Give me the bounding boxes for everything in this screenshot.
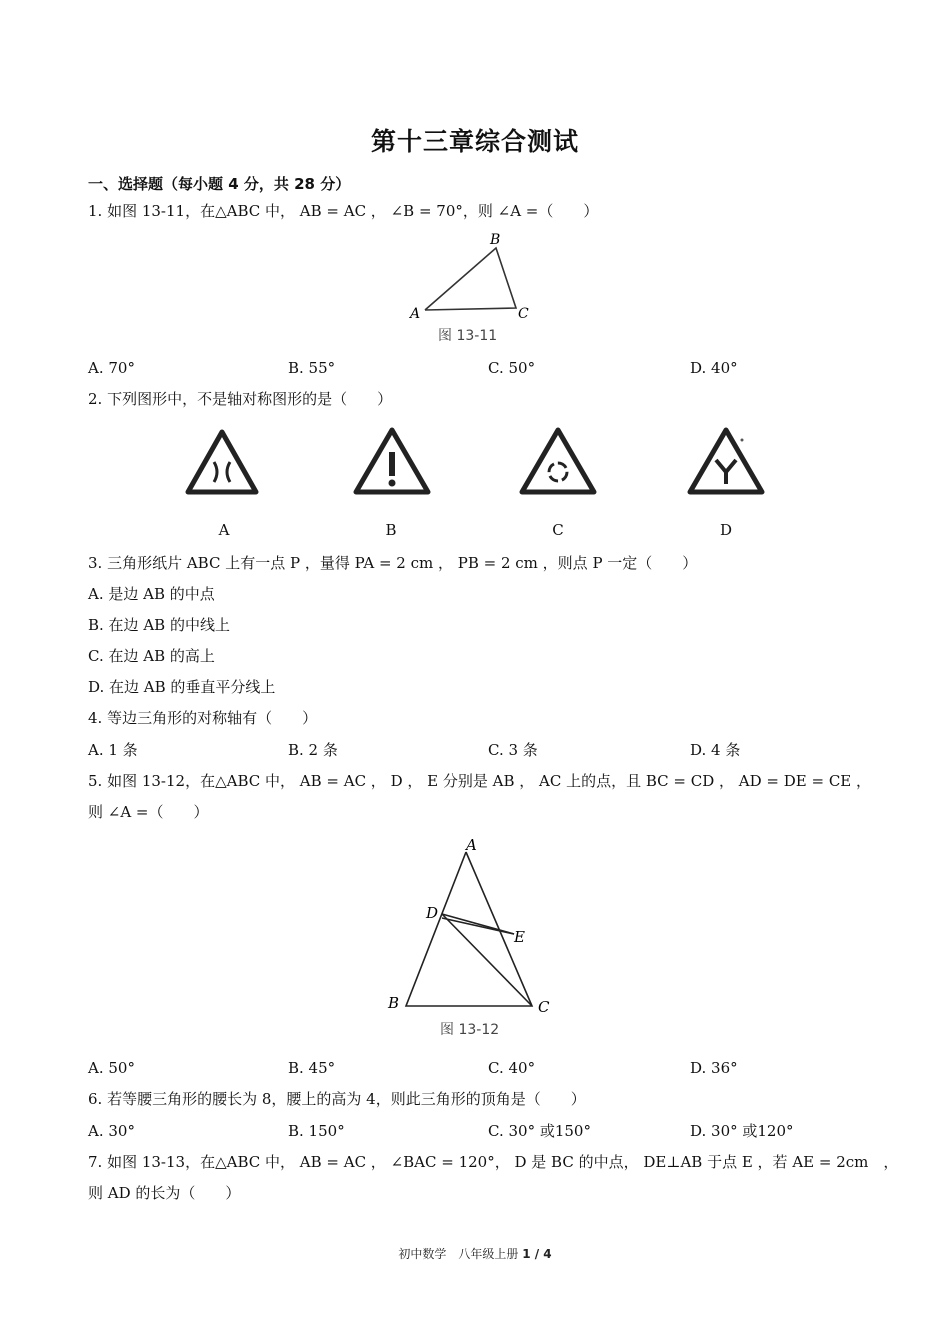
q4-option-c: C. 3 条 [488,741,538,759]
q3-option-d: D. 在边 AB 的垂直平分线上 [88,678,276,696]
sign-d-icon [682,422,770,500]
q6-option-c: C. 30° 或150° [488,1122,591,1140]
question-5-text-line1: 5. 如图 13-12，在△ABC 中， AB = AC ， D ， E 分别是 AB ， AC 上的点，且 BC = CD ， AD = DE = CE ， [88,772,872,790]
q3-option-b: B. 在边 AB 的中线上 [88,616,230,634]
q3-option-c: C. 在边 AB 的高上 [88,647,215,665]
page-number: 1 / 4 [522,1247,552,1261]
q4-option-b: B. 2 条 [288,741,338,759]
q6-option-b: B. 150° [288,1122,345,1140]
vertex-label-c: C [518,306,529,322]
sign-a-icon [180,424,264,500]
figure-caption: 图 13-12 [440,1022,500,1038]
vertex-label-b: B [490,232,501,248]
footer-text: 初中数学 八年级上册 [398,1247,519,1261]
figure-caption: 图 13-11 [438,328,498,344]
q5-option-d: D. 36° [690,1059,738,1077]
q6-option-d: D. 30° 或120° [690,1122,794,1140]
question-1-text: 1. 如图 13-11，在△ABC 中， AB = AC ， ∠B = 70°，则 ∠A =（ ） [88,202,599,220]
figure-13-11 [400,228,550,348]
question-2-text: 2. 下列图形中，不是轴对称图形的是（ ） [88,390,393,408]
question-7-text-line2: 则 AD 的长为（ ） [88,1184,241,1202]
q2-label-c: C [552,521,564,539]
page-title: 第十三章综合测试 [370,127,579,156]
question-3-text: 3. 三角形纸片 ABC 上有一点 P ，量得 PA = 2 cm ， PB = 2 cm ，则点 P 一定（ ） [88,554,698,572]
q3-option-a: A. 是边 AB 的中点 [88,585,215,603]
q5-option-a: A. 50° [88,1059,135,1077]
vertex-label-a: A [410,306,421,322]
q2-label-d: D [719,521,733,539]
sign-b-icon [348,422,436,500]
section-heading: 一、选择题（每小题 4 分，共 28 分） [88,175,351,193]
q6-option-a: A. 30° [88,1122,135,1140]
sign-c-icon [514,422,602,500]
q2-label-a: A [218,521,230,539]
q2-label-b: B [385,521,397,539]
q5-option-b: B. 45° [288,1059,336,1077]
question-6-text: 6. 若等腰三角形的腰长为 8，腰上的高为 4，则此三角形的顶角是（ ） [88,1090,586,1108]
vertex-label-b: B [388,994,400,1012]
question-4-text: 4. 等边三角形的对称轴有（ ） [88,709,318,727]
q1-option-d: D. 40° [690,359,738,377]
page-footer [0,1245,950,1262]
q1-option-c: C. 50° [488,359,536,377]
vertex-label-e: E [514,928,525,946]
q1-option-a: A. 70° [88,359,135,377]
q5-option-c: C. 40° [488,1059,536,1077]
question-7-text-line1: 7. 如图 13-13，在△ABC 中， AB = AC ， ∠BAC = 120°， D 是 BC 的中点， DE⊥AB 于点 E ，若 AE = 2cm ， [88,1153,899,1171]
q4-option-d: D. 4 条 [690,741,741,759]
q4-option-a: A. 1 条 [88,741,138,759]
figure-13-12 [370,836,590,1046]
q1-option-b: B. 55° [288,359,336,377]
vertex-label-d: D [426,904,439,922]
triangle-abc [425,248,516,310]
question-5-text-line2: 则 ∠A =（ ） [88,803,209,821]
vertex-label-c: C [538,998,550,1016]
vertex-label-a: A [466,836,477,854]
